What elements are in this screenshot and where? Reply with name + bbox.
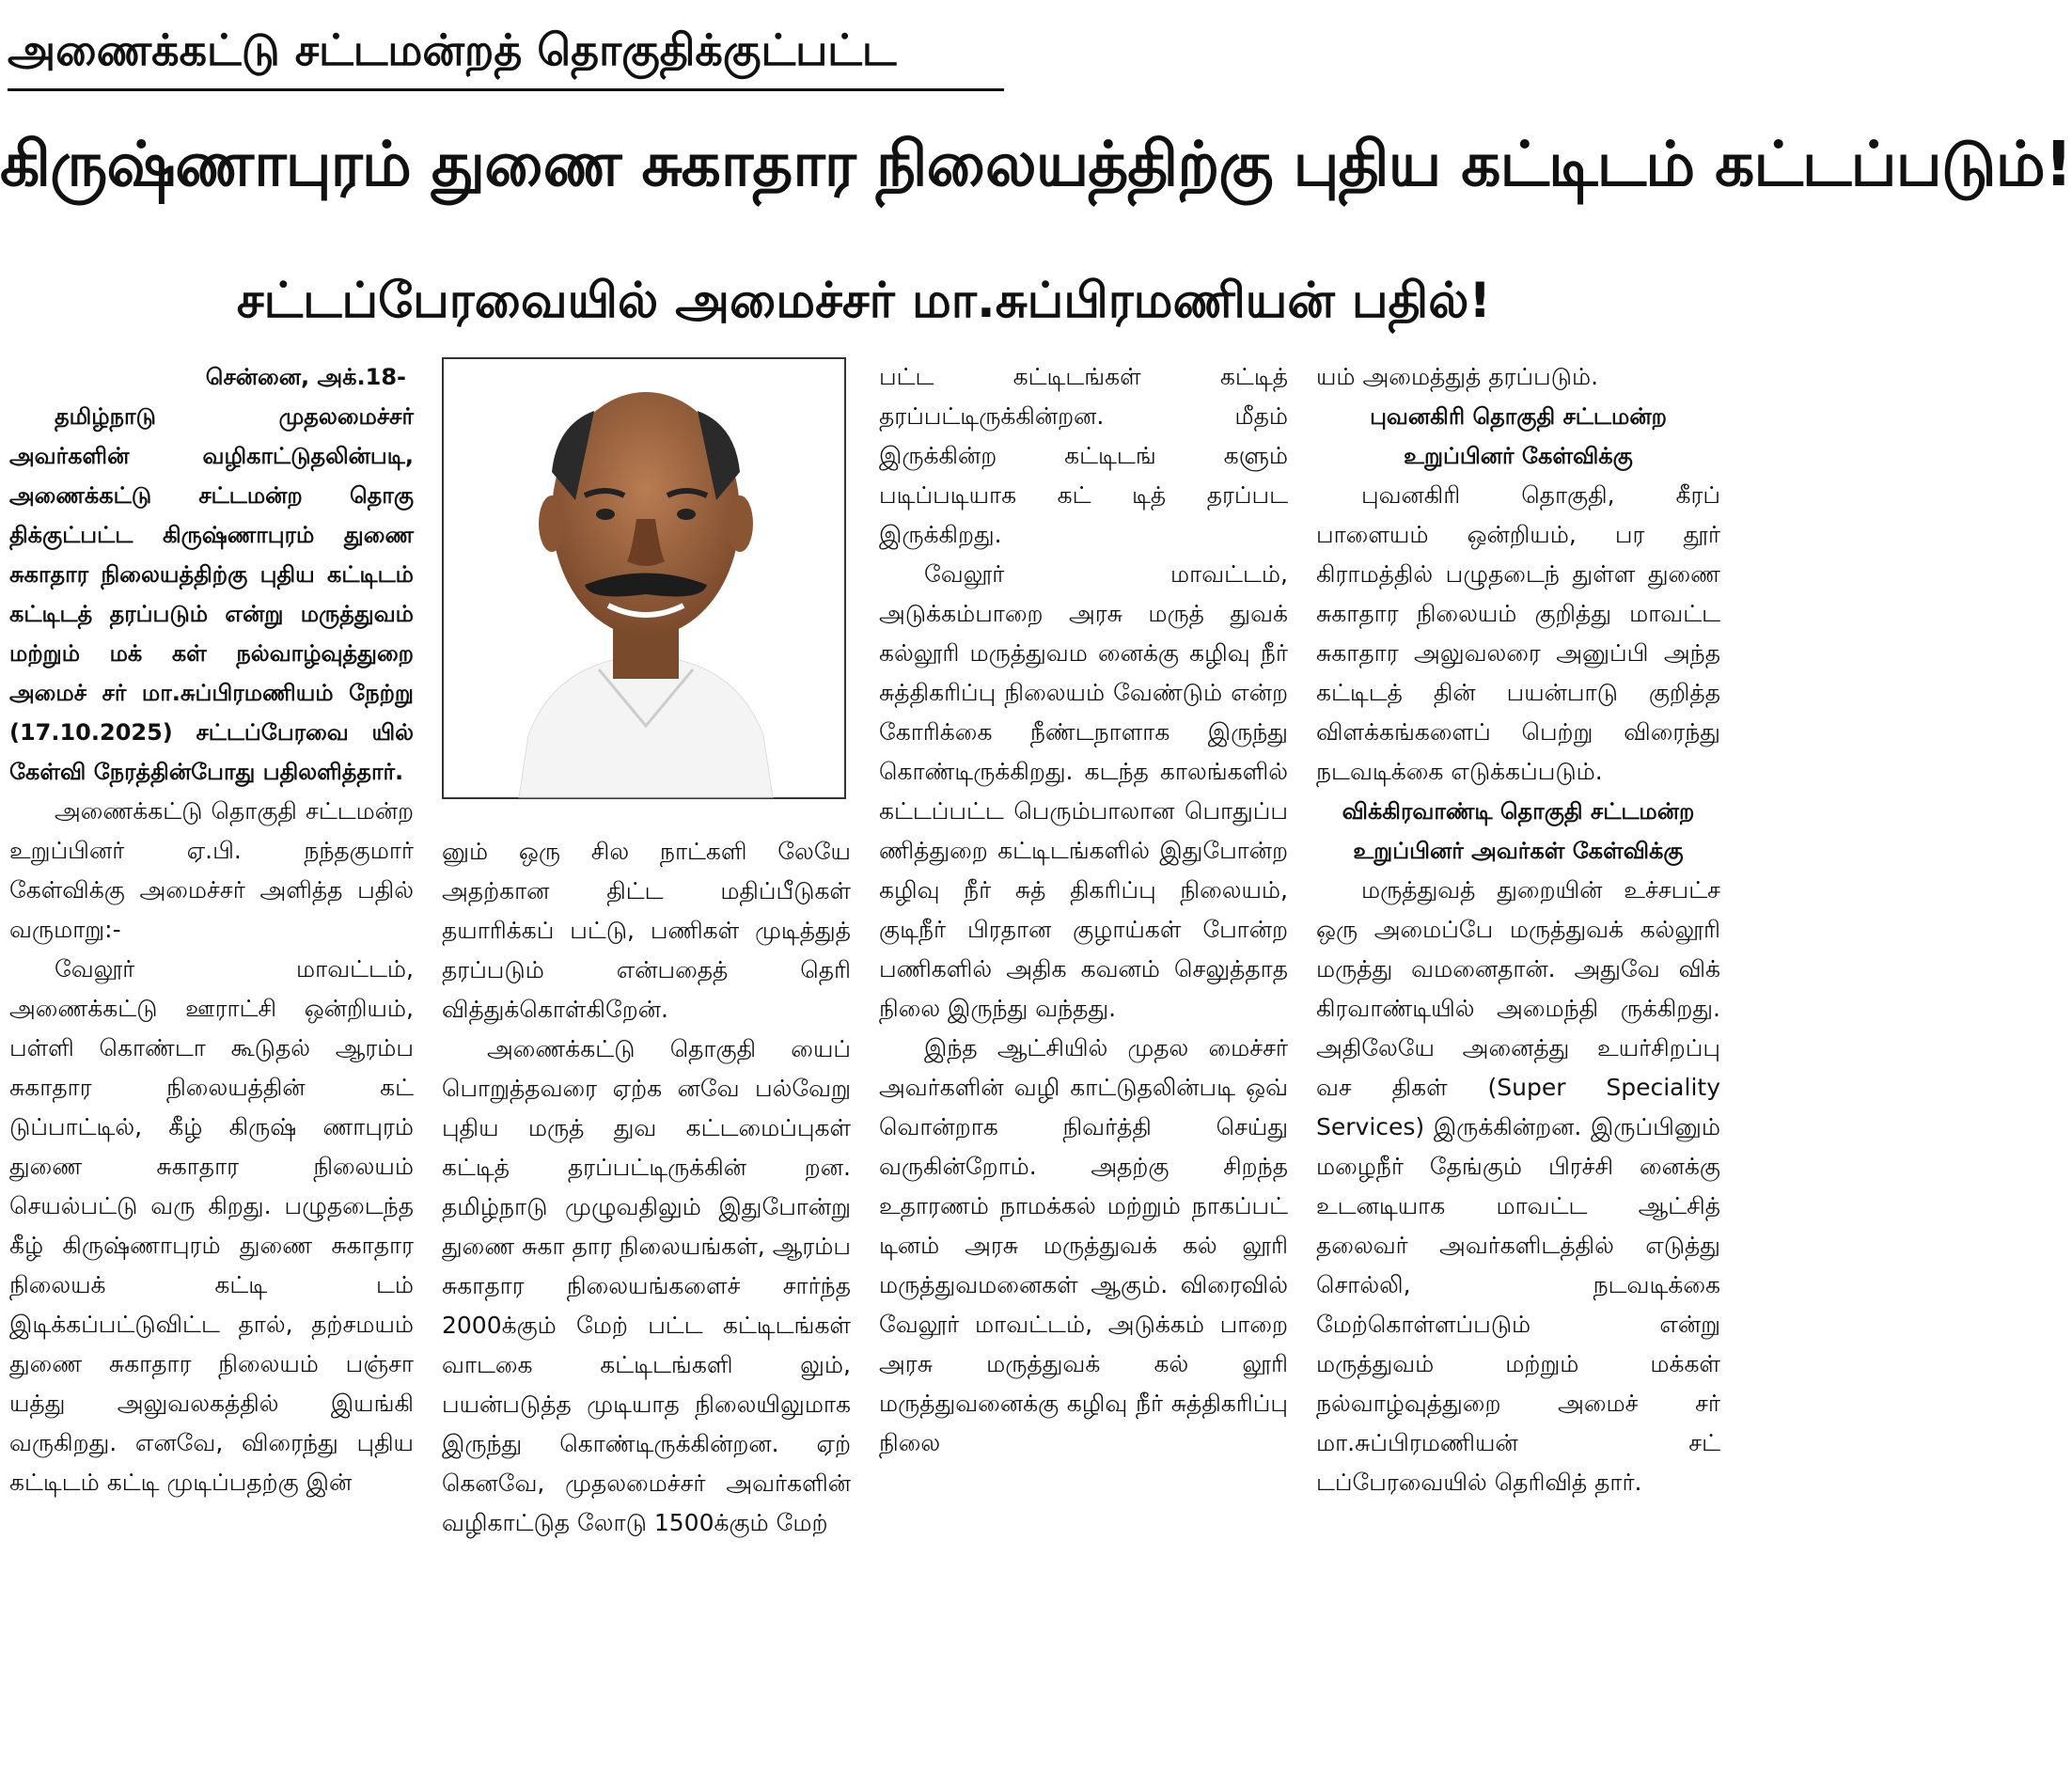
paragraph: புவனகிரி தொகுதி, கீரப் பாளையம் ஒன்றியம், பர தூர் கிராமத்தில் பழுதடைந் துள்ள துணை சுகாதார நிலையம் குறித்து மாவட்ட சுகாதார அலுவலரை அனுப்பி அந்த கட்டிடத் தின் பயன்பாடு குறித்த விளக்கங்களைப் பெற்று விரைந்து நடவடிக்கை எடுக்கப்படும். — [1316, 481, 1720, 785]
paragraph: பட்ட கட்டிடங்கள் கட்டித் தரப்பட்டிருக்கின்றன. மீதம் இருக்கின்ற கட்டிடங் களும் படிப்படியாக கட் டித் தரப்பட இருக்கிறது. — [879, 363, 1288, 548]
column-1 — [9, 357, 414, 1502]
lead-paragraph: தமிழ்நாடு முதலமைச்சர் அவர்களின் வழிகாட்டுதலின்படி, அணைக்கட்டு சட்டமன்ற தொகு திக்குட்பட்ட கிருஷ்ணாபுரம் துணை சுகாதார நிலையத்திற்கு புதிய கட்டிடம் கட்டிடத் தரப்படும் என்று மருத்துவம் மற்றும் மக் கள் நல்வாழ்வுத்துறை அமைச் சர் மா.சுப்பிரமணியம் நேற்று (17.10.2025) சட்டப்பேரவை யில் கேள்வி நேரத்தின்போது பதிலளித்தார். — [9, 403, 414, 785]
paragraph: மருத்துவத் துறையின் உச்சபட்ச ஒரு அமைப்பே மருத்துவக் கல்லூரி மருத்து வமனைதான். அதுவே விக் கிரவாண்டியில் அமைந்தி ருக்கிறது. அதிலேயே அனைத்து உயர்சிறப்பு வச திகள் (Super Speciality Services) இருக்கின்றன. இருப்பினும் மழைநீர் தேங்கும் பிரச்சி னைக்கு உடனடியாக மாவட்ட ஆட்சித் தலைவர் அவர்களிடத்தில் எடுத்து சொல்லி, நடவடிக்கை மேற்கொள்ளப்படும் என்று மருத்துவம் மற்றும் மக்கள் நல்வாழ்வுத்துறை அமைச் சர் மா.சுப்பிரமணியன் சட் டப்பேரவையில் தெரிவித் தார். — [1316, 876, 1720, 1496]
sub-headline: சட்டப்பேரவையில் அமைச்சர் மா.சுப்பிரமணியன் பதில்! — [236, 273, 1492, 329]
paragraph: யம் அமைத்துத் தரப்படும். — [1316, 363, 1599, 390]
main-headline: கிருஷ்ணாபுரம் துணை சுகாதார நிலையத்திற்கு புதிய கட்டிடம் கட்டப்படும்! — [0, 128, 2072, 200]
paragraph: வேலூர் மாவட்டம், அணைக்கட்டு ஊராட்சி ஒன்றியம், பள்ளி கொண்டா கூடுதல் ஆரம்ப சுகாதார நிலையத்தின் கட் டுப்பாட்டில், கீழ் கிருஷ் ணாபுரம் துணை சுகாதார நிலையம் செயல்பட்டு வரு கிறது. பழுதடைந்த கீழ் கிருஷ்ணாபுரம் துணை சுகாதார நிலையக் கட்டி டம் இடிக்கப்பட்டுவிட்ட தால், தற்சமயம் துணை சுகாதார நிலையம் பஞ்சா யத்து அலுவலகத்தில் இயங்கி வருகிறது. எனவே, விரைந்து புதிய கட்டிடம் கட்டி முடிப்பதற்கு இன் — [9, 955, 414, 1496]
paragraph: வேலூர் மாவட்டம், அடுக்கம்பாறை அரசு மருத் துவக் கல்லூரி மருத்துவம னைக்கு கழிவு நீர் சுத்திகரிப்பு நிலையம் வேண்டும் என்ற கோரிக்கை நீண்டநாளாக இருந்து கொண்டிருக்கிறது. கடந்த காலங்களில் கட்டப்பட்ட பெரும்பாலான பொதுப்ப ணித்துறை கட்டிடங்களில் இதுபோன்ற கழிவு நீர் சுத் திகரிப்பு நிலையம், குடிநீர் பிரதான குழாய்கள் போன்ற பணிகளில் அதிக கவனம் செலுத்தாத நிலை இருந்து வந்தது. — [879, 560, 1288, 1022]
dateline: சென்னை, அக்.18- — [205, 364, 406, 390]
paragraph: அணைக்கட்டு தொகுதி யைப் பொறுத்தவரை ஏற்க னவே பல்வேறு புதிய மருத் துவ கட்டமைப்புகள் கட்டித் தரப்பட்டிருக்கின் றன. தமிழ்நாடு முழுவதிலும் இதுபோன்று துணை சுகா தார நிலையங்கள், ஆரம்ப சுகாதார நிலையங்களைச் சார்ந்த 2000க்கும் மேற் பட்ட கட்டிடங்கள் வாடகை கட்டிடங்களி லும், பயன்படுத்த முடியாத நிலையிலுமாக இருந்து கொண்டிருக்கின்றன. ஏற் கெனவே, முதலமைச்சர் அவர்களின் வழிகாட்டுத லோடு 1500க்கும் மேற் — [442, 1035, 851, 1536]
column-4 — [1316, 357, 1720, 1502]
section-subheading: புவனகிரி தொகுதி சட்டமன்ற உறுப்பினர் கேள்விக்கு — [1370, 403, 1667, 469]
paragraph: னும் ஒரு சில நாட்களி லேயே அதற்கான திட்ட மதிப்பீடுகள் தயாரிக்கப் பட்டு, பணிகள் முடித்துத் தரப்படும் என்பதைத் தெரி வித்துக்கொள்கிறேன். — [442, 838, 851, 1023]
kicker-heading: அணைக்கட்டு சட்டமன்றத் தொகுதிக்குட்பட்ட — [8, 13, 1004, 91]
minister-photo — [442, 357, 846, 799]
paragraph: அணைக்கட்டு தொகுதி சட்டமன்ற உறுப்பினர் ஏ.பி. நந்தகுமார் கேள்விக்கு அமைச்சர் அளித்த பதில் வருமாறு:- — [9, 797, 414, 943]
column-3 — [879, 357, 1288, 1463]
section-subheading: விக்கிரவாண்டி தொகுதி சட்டமன்ற உறுப்பினர் அவர்கள் கேள்விக்கு — [1342, 798, 1695, 864]
paragraph: இந்த ஆட்சியில் முதல மைச்சர் அவர்களின் வழி காட்டுதலின்படி ஒவ் வொன்றாக நிவர்த்தி செய்து வருகின்றோம். அதற்கு சிறந்த உதாரணம் நாமக்கல் மற்றும் நாகப்பட் டினம் அரசு மருத்துவக் கல் லூரி மருத்துவமனைகள் ஆகும். விரைவில் வேலூர் மாவட்டம், அடுக்கம் பாறை அரசு மருத்துவக் கல் லூரி மருத்துவனைக்கு கழிவு நீர் சுத்திகரிப்பு நிலை — [879, 1034, 1288, 1456]
column-2 — [442, 832, 851, 1543]
portrait-illustration — [444, 359, 844, 797]
